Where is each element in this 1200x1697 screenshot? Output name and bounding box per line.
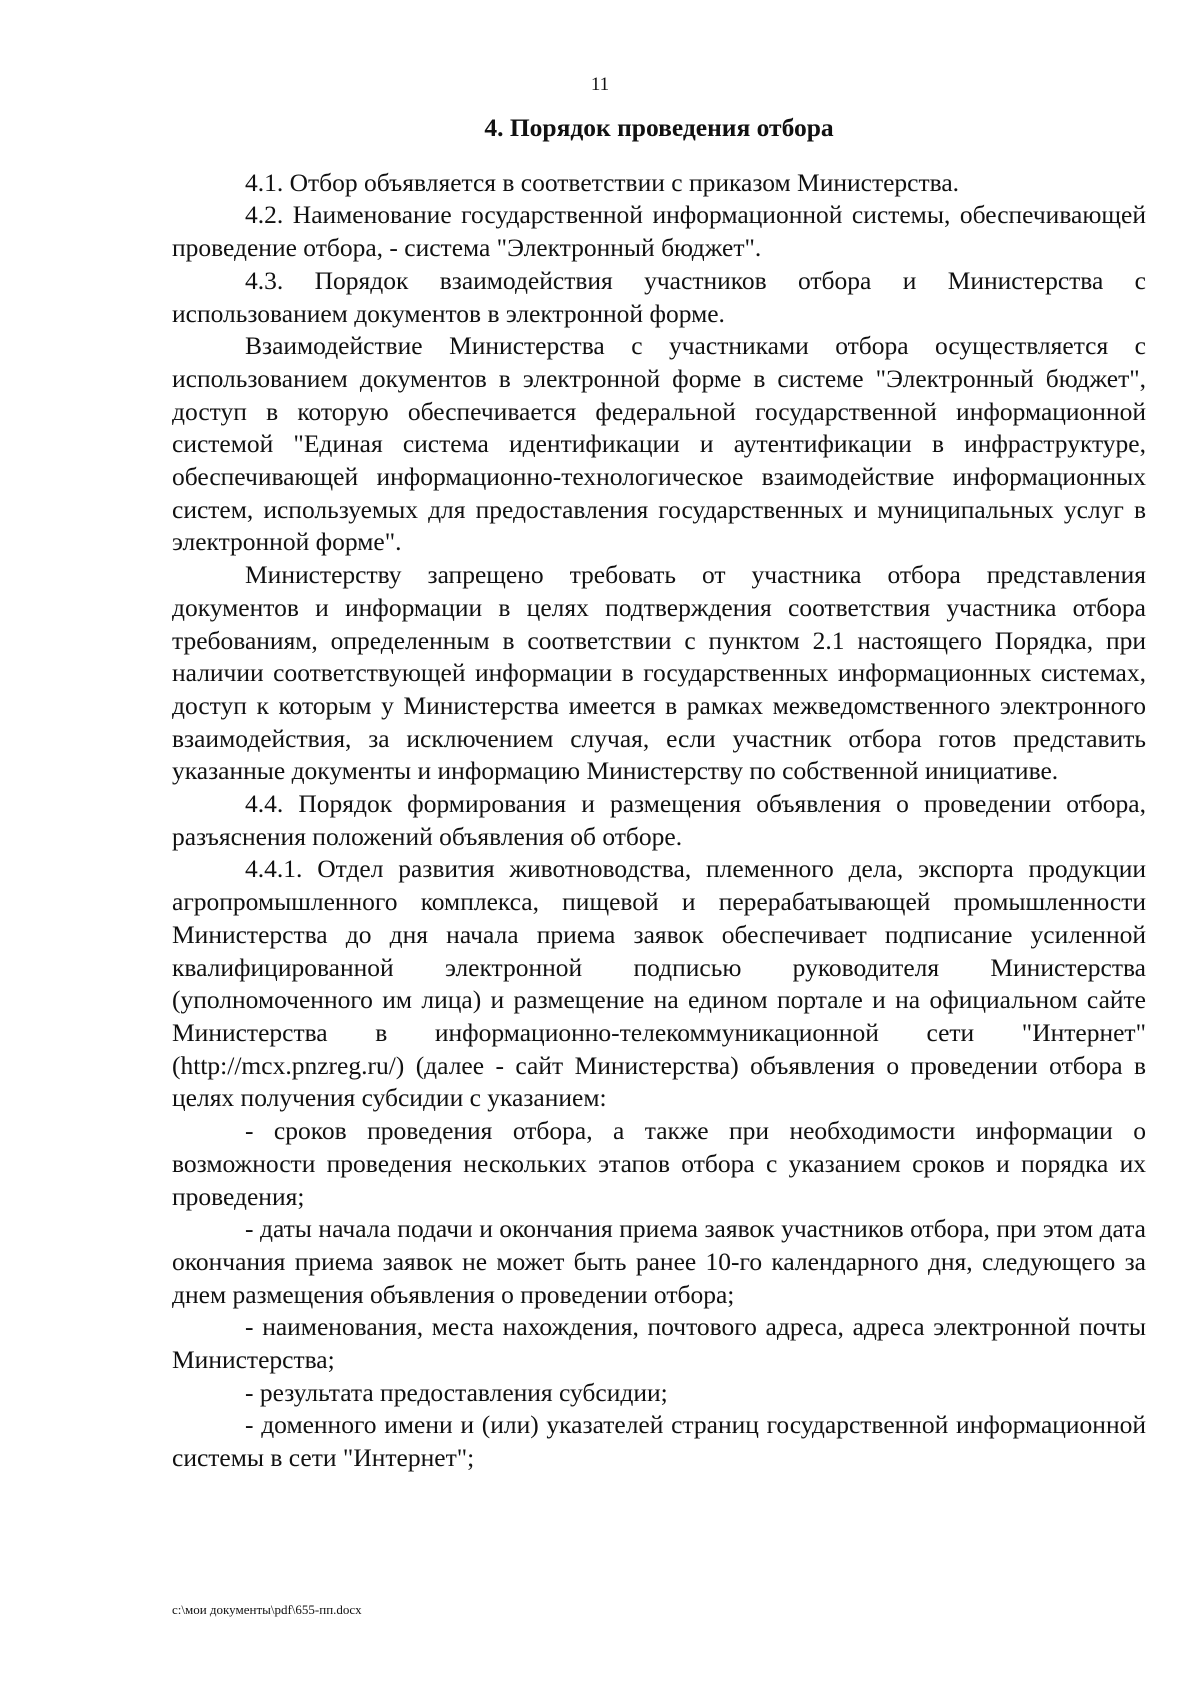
footer-file-path: c:\мои документы\pdf\655-пп.docx (172, 1602, 362, 1617)
paragraph-4-4: 4.4. Порядок формирования и размещения объявления о проведении отбора, разъяснения положений объявления об отборе. (172, 789, 1146, 851)
document-body (172, 112, 1146, 1475)
list-item-ministry-address: - наименования, места нахождения, почтового адреса, адреса электронной почты Министерства; (172, 1312, 1146, 1375)
page-number: 11 (590, 74, 610, 95)
list-item-dates: - даты начала подачи и окончания приема заявок участников отбора, при этом дата окончания приема заявок не может быть ранее 10-го календарного дня, следующего за днем размещения объявления о проведении отбора; (172, 1214, 1146, 1309)
list-item-result: - результата предоставления субсидии; (245, 1377, 668, 1407)
paragraph-4-3: 4.3. Порядок взаимодействия участников отбора и Министерства с использованием документов в электронной форме. (172, 265, 1146, 328)
paragraph-4-1: 4.1. Отбор объявляется в соответствии с приказом Министерства. (245, 167, 960, 197)
list-item-deadlines: - сроков проведения отбора, а также при необходимости информации о возможности проведения нескольких этапов отбора с указанием сроков и порядка их проведения; (172, 1116, 1146, 1211)
paragraph-4-2: 4.2. Наименование государственной информационной системы, обеспечивающей проведение отбора, - система "Электронный бюджет". (172, 200, 1146, 263)
paragraph-prohibition: Министерству запрещено требовать от участника отбора представления документов и информации в целях подтверждения соответствия участника отбора требованиям, определенным в соответствии с пунктом 2.1 настоящего Порядка, при наличии соответствующей информации в государственных информационных системах, доступ к которым у Министерства имеется в рамках межведомственного электронного взаимодействия, за исключением случая, если участник отбора готов представить указанные документы и информацию Министерству по собственной инициативе. (172, 560, 1146, 786)
paragraph-interaction: Взаимодействие Министерства с участниками отбора осуществляется с использованием документов в электронной форме в системе "Электронный бюджет", доступ в которую обеспечивается федеральной государственной информационной системой "Единая система идентификации и аутентификации в инфраструктуре, обеспечивающей информационно-технологическое взаимодействие информационных систем, используемых для предоставления государственных и муниципальных услуг в электронной форме". (172, 331, 1146, 557)
section-title: 4. Порядок проведения отбора (484, 113, 834, 142)
paragraph-4-4-1: 4.4.1. Отдел развития животноводства, племенного дела, экспорта продукции агропромышленного комплекса, пищевой и перерабатывающей промышленности Министерства до дня начала приема заявок обеспечивает подписание усиленной квалифицированной электронной подписью руководителя Министерства (уполномоченного им лица) и размещение на едином портале и на официальном сайте Министерства в информационно-телекоммуникационной сети "Интернет" (http://mcx.pnzreg.ru/) (далее - сайт Министерства) объявления о проведении отбора в целях получения субсидии с указанием: (172, 854, 1146, 1113)
list-item-domain: - доменного имени и (или) указателей страниц государственной информационной системы в сети "Интернет"; (172, 1410, 1146, 1473)
